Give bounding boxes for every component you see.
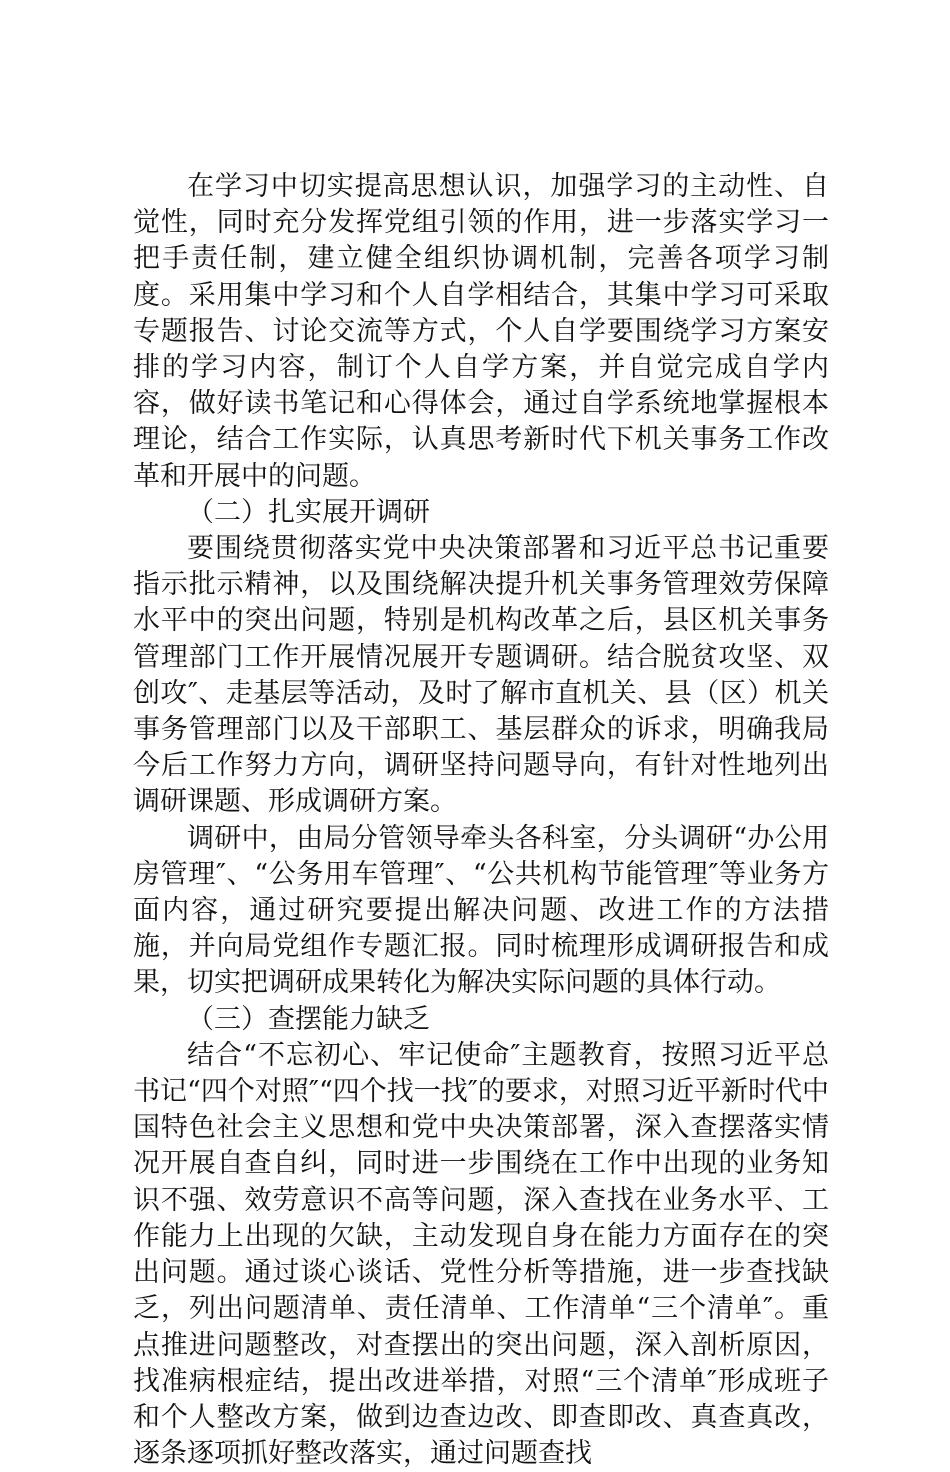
paragraph-research-division: 调研中，由局分管领导牵头各科室，分头调研“办公用房管理″、“公务用车管理″、“公共机构节能管理″等业务方面内容，通过研究要提出解决问题、改进工作的方法措施，并向局党组作专题汇报。同时梳理形成调研报告和成果，切实把调研成果转化为解决实际问题的具体行动。 [133,822,829,999]
paragraph-capability-review: 结合“不忘初心、牢记使命″主题教育，按照习近平总书记“四个对照″“四个找一找″的要求，对照习近平新时代中国特色社会主义思想和党中央决策部署，深入查摆落实情况开展自查自纠，同时进一步围绕在工作中出现的业务知识不强、效劳意识不高等问题，深入查找在业务水平、工作能力上出现的欠缺，主动发现自身在能力方面存在的突出问题。通过谈心谈话、党性分析等措施，进一步查找缺乏，列出问题清单、责任清单、工作清单“三个清单″。重点推进问题整改，对查摆出的突出问题，深入剖析原因，找准病根症结，提出改进举措，对照“三个清单″形成班子和个人整改方案，做到边查边改、即查即改、真查真改，逐条逐项抓好整改落实，通过问题查找 [133,1039,829,1470]
paragraph-study-awareness: 在学习中切实提高思想认识，加强学习的主动性、自觉性，同时充分发挥党组引领的作用，进一步落实学习一把手责任制，建立健全组织协调机制，完善各项学习制度。采用集中学习和个人自学相结合，其集中学习可采取专题报告、讨论交流等方式，个人自学要围绕学习方案安排的学习内容，制订个人自学方案，并自觉完成自学内容，做好读书笔记和心得体会，通过自学系统地掌握根本理论，结合工作实际，认真思考新时代下机关事务工作改革和开展中的问题。 [133,171,829,492]
section-heading-capability: （三）查摆能力缺乏 [187,1003,430,1035]
paragraph-research-focus: 要围绕贯彻落实党中央决策部署和习近平总书记重要指示批示精神，以及围绕解决提升机关事务管理效劳保障水平中的突出问题，特别是机构改革之后，县区机关事务管理部门工作开展情况展开专题调研。结合脱贫攻坚、双创攻″、走基层等活动，及时了解市直机关、县（区）机关事务管理部门以及干部职工、基层群众的诉求，明确我局今后工作努力方向，调研坚持问题导向，有针对性地列出调研课题、形成调研方案。 [133,533,829,818]
section-heading-research: （二）扎实展开调研 [187,496,430,528]
document-body [133,169,829,1472]
